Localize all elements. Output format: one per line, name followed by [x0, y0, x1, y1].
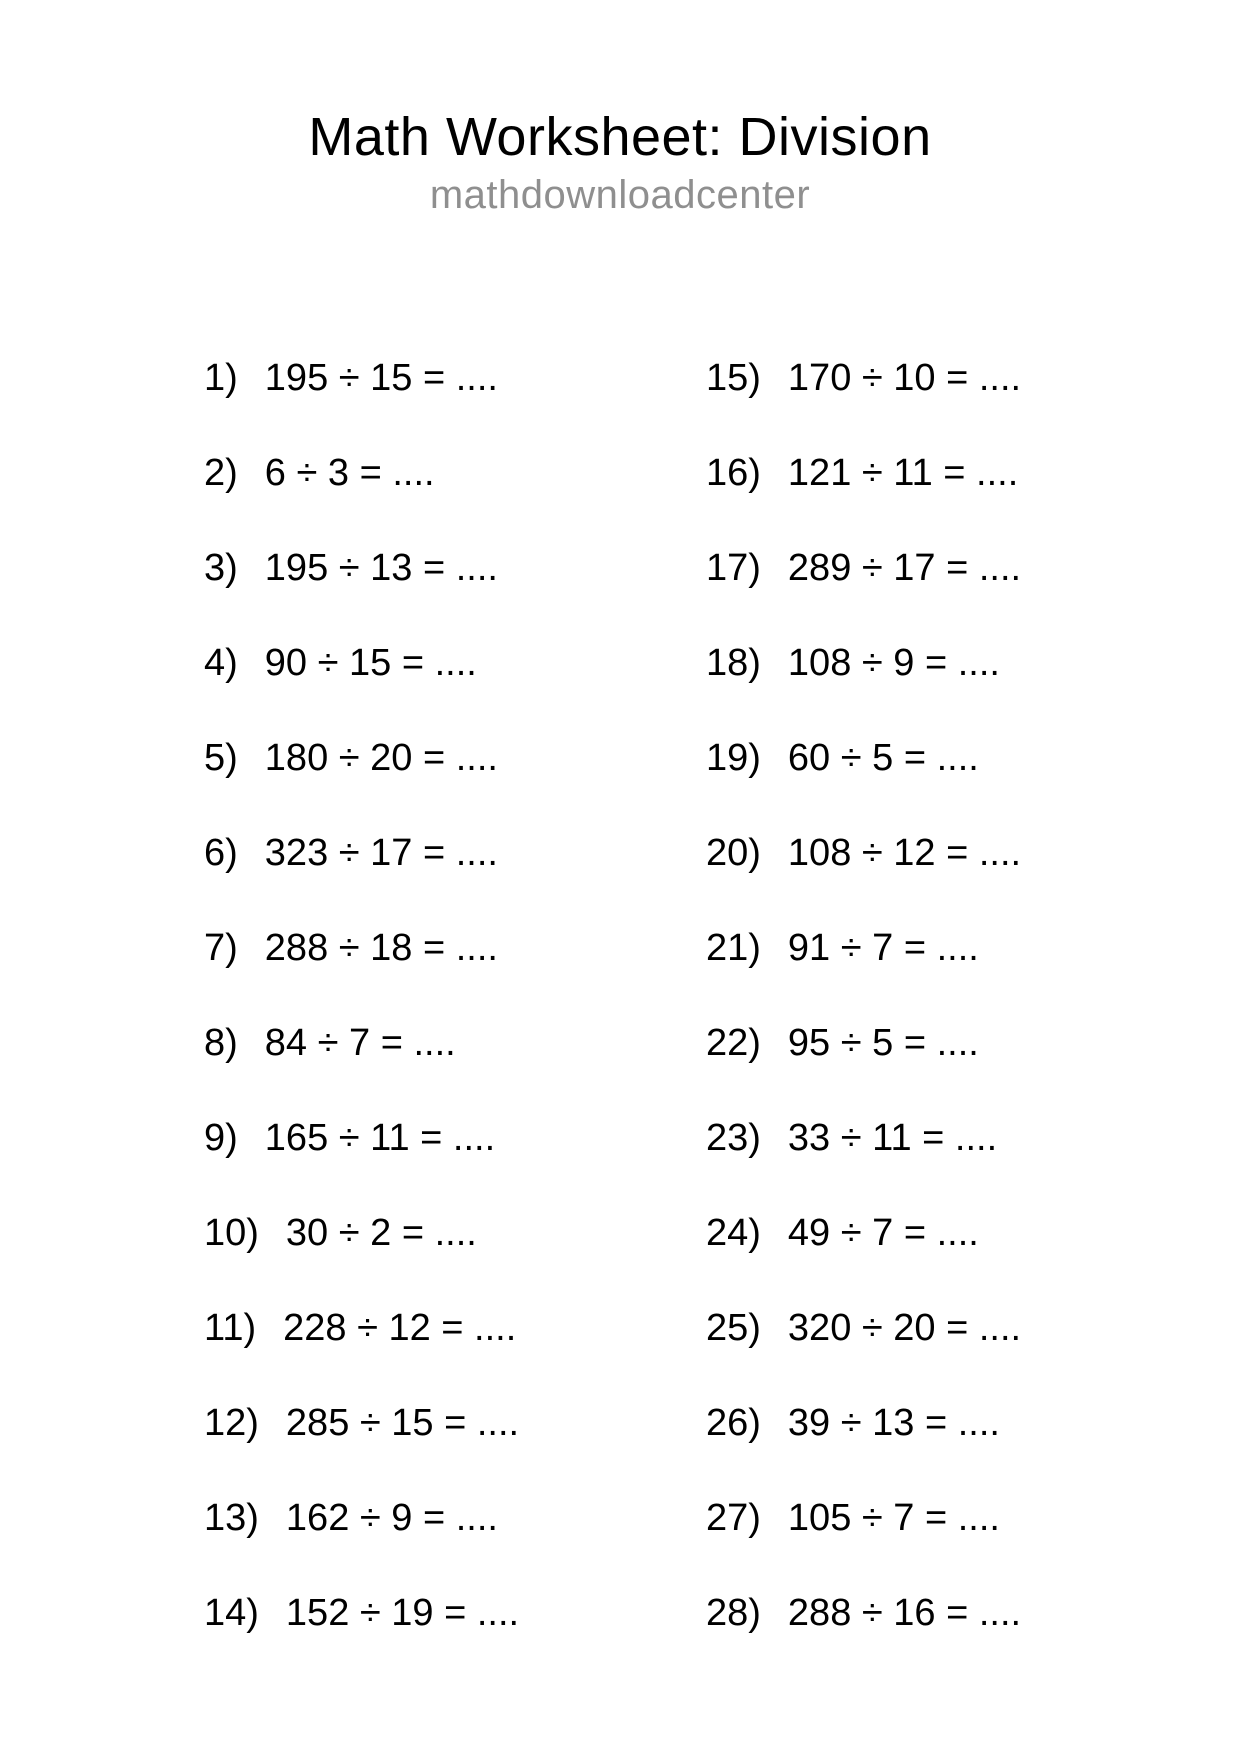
problem-row	[204, 900, 519, 995]
problem-row	[706, 615, 1021, 710]
problem-number: 10)	[204, 1211, 259, 1254]
problem-row	[204, 520, 519, 615]
problem-expression: 180 ÷ 20 = ....	[264, 736, 498, 779]
problem-number: 12)	[204, 1401, 259, 1444]
problems-column-left	[204, 330, 519, 1660]
problem-row	[706, 425, 1021, 520]
problem-number: 28)	[706, 1591, 761, 1634]
problem-expression: 288 ÷ 16 = ....	[787, 1591, 1022, 1634]
problem-number: 19)	[706, 736, 761, 779]
problem-row	[204, 1185, 519, 1280]
problem-number: 27)	[706, 1496, 761, 1539]
problem-row	[204, 995, 519, 1090]
problem-number: 9)	[204, 1116, 238, 1159]
problem-number: 14)	[204, 1591, 259, 1634]
problem-row	[204, 425, 519, 520]
problem-row	[204, 1280, 519, 1375]
problem-expression: 285 ÷ 15 = ....	[285, 1401, 520, 1444]
problems-column-right	[706, 330, 1021, 1660]
problem-row	[706, 710, 1021, 805]
problem-number: 20)	[706, 831, 761, 874]
problem-expression: 6 ÷ 3 = ....	[264, 451, 435, 494]
problem-row	[204, 1375, 519, 1470]
problem-row	[706, 900, 1021, 995]
problem-row	[706, 1470, 1021, 1565]
problem-number: 15)	[706, 356, 761, 399]
problem-row	[706, 1375, 1021, 1470]
problem-number: 13)	[204, 1496, 259, 1539]
problem-row	[204, 805, 519, 900]
problem-number: 2)	[204, 451, 238, 494]
problem-expression: 108 ÷ 12 = ....	[787, 831, 1022, 874]
problem-expression: 228 ÷ 12 = ....	[283, 1306, 517, 1349]
problem-expression: 95 ÷ 5 = ....	[787, 1021, 979, 1064]
problems-area	[0, 330, 1240, 1660]
problem-expression: 91 ÷ 7 = ....	[787, 926, 979, 969]
problem-number: 26)	[706, 1401, 761, 1444]
problem-expression: 165 ÷ 11 = ....	[264, 1116, 496, 1159]
problem-expression: 30 ÷ 2 = ....	[285, 1211, 477, 1254]
problem-expression: 49 ÷ 7 = ....	[787, 1211, 979, 1254]
problem-number: 17)	[706, 546, 761, 589]
problem-number: 11)	[204, 1306, 257, 1349]
problem-expression: 288 ÷ 18 = ....	[264, 926, 498, 969]
problem-expression: 60 ÷ 5 = ....	[787, 736, 979, 779]
problem-expression: 195 ÷ 13 = ....	[264, 546, 498, 589]
problem-expression: 33 ÷ 11 = ....	[787, 1116, 998, 1159]
problem-number: 7)	[204, 926, 238, 969]
problem-expression: 152 ÷ 19 = ....	[285, 1591, 520, 1634]
problem-expression: 170 ÷ 10 = ....	[787, 356, 1022, 399]
problem-expression: 289 ÷ 17 = ....	[787, 546, 1022, 589]
problem-row	[204, 710, 519, 805]
problem-number: 16)	[706, 451, 761, 494]
problem-row	[204, 1470, 519, 1565]
problem-expression: 195 ÷ 15 = ....	[264, 356, 498, 399]
problem-expression: 323 ÷ 17 = ....	[264, 831, 498, 874]
problem-number: 3)	[204, 546, 238, 589]
problem-row	[706, 995, 1021, 1090]
problem-number: 8)	[204, 1021, 238, 1064]
problem-row	[204, 615, 519, 710]
problem-row	[706, 805, 1021, 900]
problem-expression: 320 ÷ 20 = ....	[787, 1306, 1022, 1349]
problem-expression: 162 ÷ 9 = ....	[285, 1496, 498, 1539]
problem-row	[204, 1565, 519, 1660]
problem-expression: 108 ÷ 9 = ....	[787, 641, 1000, 684]
problem-row	[706, 330, 1021, 425]
problem-expression: 105 ÷ 7 = ....	[787, 1496, 1000, 1539]
page-title: Math Worksheet: Division	[308, 107, 932, 167]
problem-expression: 90 ÷ 15 = ....	[264, 641, 477, 684]
problem-number: 25)	[706, 1306, 761, 1349]
problem-number: 18)	[706, 641, 761, 684]
problem-row	[706, 1565, 1021, 1660]
problem-number: 6)	[204, 831, 238, 874]
problem-row	[706, 1280, 1021, 1375]
page-subtitle: mathdownloadcenter	[429, 173, 811, 217]
problem-number: 21)	[706, 926, 761, 969]
problem-row	[204, 330, 519, 425]
problem-number: 1)	[204, 356, 238, 399]
problem-number: 4)	[204, 641, 238, 684]
problem-number: 24)	[706, 1211, 761, 1254]
problem-expression: 84 ÷ 7 = ....	[264, 1021, 456, 1064]
problem-row	[706, 520, 1021, 615]
problem-number: 23)	[706, 1116, 761, 1159]
problem-expression: 121 ÷ 11 = ....	[787, 451, 1019, 494]
problem-expression: 39 ÷ 13 = ....	[787, 1401, 1000, 1444]
problem-row	[706, 1090, 1021, 1185]
problem-number: 5)	[204, 736, 238, 779]
problem-row	[204, 1090, 519, 1185]
problem-row	[706, 1185, 1021, 1280]
problem-number: 22)	[706, 1021, 761, 1064]
